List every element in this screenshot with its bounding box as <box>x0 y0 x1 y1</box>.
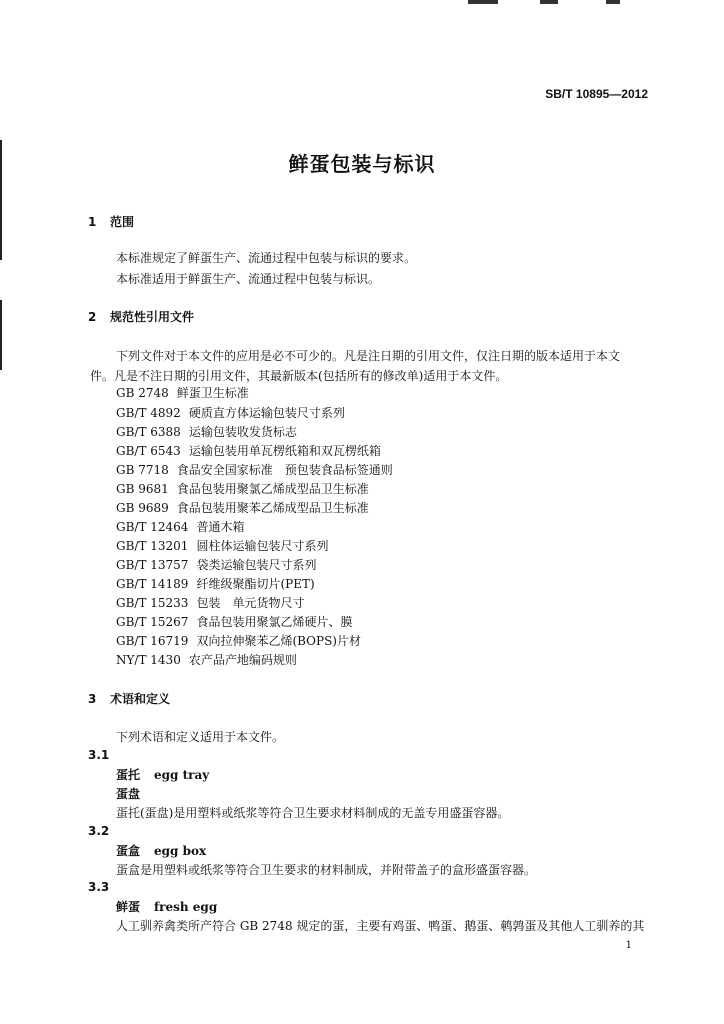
term-alt: 蛋盘 <box>116 787 141 801</box>
reference-item <box>116 384 249 401</box>
term-zh: 鲜蛋 <box>116 900 141 914</box>
reference-code: GB/T 4892 <box>116 406 181 420</box>
section-3-heading <box>88 690 170 707</box>
term-zh: 蛋盒 <box>116 844 141 858</box>
reference-code: GB/T 6388 <box>116 425 181 439</box>
scan-mark <box>468 0 498 4</box>
reference-item <box>116 613 352 630</box>
paragraph: 本标准适用于鲜蛋生产、流通过程中包装与标识。 <box>116 272 381 286</box>
paragraph: 本标准规定了鲜蛋生产、流通过程中包装与标识的要求。 <box>116 251 417 265</box>
term-en: fresh egg <box>154 900 218 914</box>
scan-mark <box>540 0 558 4</box>
scan-edge-mark <box>0 300 2 370</box>
reference-code: NY/T 1430 <box>116 653 181 667</box>
section-number: 3 <box>88 692 97 706</box>
section-number: 1 <box>88 215 97 229</box>
reference-item <box>116 442 381 459</box>
term-en: egg box <box>154 844 207 858</box>
reference-code: GB/T 15233 <box>116 596 189 610</box>
reference-name: 袋类运输包装尺寸系列 <box>196 558 317 572</box>
reference-item <box>116 518 244 535</box>
section-2-heading <box>88 308 194 325</box>
section-1-heading <box>88 213 134 230</box>
reference-name: 鲜蛋卫生标准 <box>176 386 249 400</box>
paragraph: 下列文件对于本文件的应用是必不可少的。凡是注日期的引用文件，仅注日期的版本适用于本文 <box>116 349 621 363</box>
term-zh: 蛋托 <box>116 768 141 782</box>
reference-name: 食品安全国家标准 预包装食品标签通则 <box>176 463 393 477</box>
section-title: 范围 <box>110 215 135 229</box>
reference-code: GB/T 13757 <box>116 558 189 572</box>
term-en: egg tray <box>154 768 210 782</box>
reference-name: 硬质直方体运输包装尺寸系列 <box>188 406 345 420</box>
term-definition: 人工驯养禽类所产符合 GB 2748 规定的蛋，主要有鸡蛋、鸭蛋、鹅蛋、鹌鹑蛋及其他人工驯养的其 <box>116 919 645 933</box>
term-definition: 蛋盒是用塑料或纸浆等符合卫生要求的材料制成，并附带盖子的盒形盛蛋容器。 <box>116 863 537 877</box>
reference-code: GB/T 12464 <box>116 520 189 534</box>
reference-item <box>116 461 393 478</box>
reference-code: GB/T 6543 <box>116 444 181 458</box>
reference-item <box>116 594 304 611</box>
reference-name: 纤维级聚酯切片(PET) <box>196 577 315 591</box>
reference-code: GB/T 15267 <box>116 615 189 629</box>
reference-item <box>116 537 328 554</box>
reference-code: GB 7718 <box>116 463 169 477</box>
reference-code: GB 9689 <box>116 501 169 515</box>
term-entry <box>116 766 209 783</box>
term-number: 3.1 <box>88 748 110 762</box>
reference-code: GB/T 13201 <box>116 539 189 553</box>
reference-item <box>116 423 297 440</box>
reference-name: 包装 单元货物尺寸 <box>196 596 305 610</box>
reference-item <box>116 480 369 497</box>
term-alternative <box>116 785 140 802</box>
section-title: 规范性引用文件 <box>110 310 195 324</box>
reference-item <box>116 632 361 649</box>
section-title: 术语和定义 <box>110 692 171 706</box>
term-definition: 蛋托(蛋盘)是用塑料或纸浆等符合卫生要求材料制成的无盖专用盛蛋容器。 <box>116 806 510 820</box>
reference-item <box>116 404 345 421</box>
reference-code: GB 2748 <box>116 386 169 400</box>
reference-item <box>116 575 315 592</box>
reference-name: 圆柱体运输包装尺寸系列 <box>196 539 329 553</box>
term-number: 3.2 <box>88 824 110 838</box>
reference-name: 农产品产地编码规则 <box>188 653 297 667</box>
reference-name: 运输包装用单瓦楞纸箱和双瓦楞纸箱 <box>188 444 381 458</box>
reference-name: 双向拉伸聚苯乙烯(BOPS)片材 <box>196 634 361 648</box>
reference-name: 普通木箱 <box>196 520 245 534</box>
document-title: 鲜蛋包装与标识 <box>288 152 436 176</box>
reference-code: GB/T 16719 <box>116 634 189 648</box>
page-number: 1 <box>625 940 632 951</box>
term-entry <box>116 898 217 915</box>
reference-item <box>116 556 316 573</box>
reference-name: 运输包装收发货标志 <box>188 425 297 439</box>
section-number: 2 <box>88 310 97 324</box>
reference-name: 食品包装用聚氯乙烯成型品卫生标准 <box>176 482 369 496</box>
paragraph: 件。凡是不注日期的引用文件，其最新版本(包括所有的修改单)适用于本文件。 <box>90 369 508 383</box>
standard-code: SB/T 10895—2012 <box>545 87 648 101</box>
term-entry <box>116 842 206 859</box>
term-number: 3.3 <box>88 880 110 894</box>
paragraph: 下列术语和定义适用于本文件。 <box>116 730 285 744</box>
reference-item <box>116 499 369 516</box>
reference-code: GB/T 14189 <box>116 577 189 591</box>
reference-name: 食品包装用聚氯乙烯硬片、膜 <box>196 615 353 629</box>
reference-code: GB 9681 <box>116 482 169 496</box>
reference-item <box>116 651 297 668</box>
scan-mark <box>606 0 620 4</box>
reference-name: 食品包装用聚苯乙烯成型品卫生标准 <box>176 501 369 515</box>
